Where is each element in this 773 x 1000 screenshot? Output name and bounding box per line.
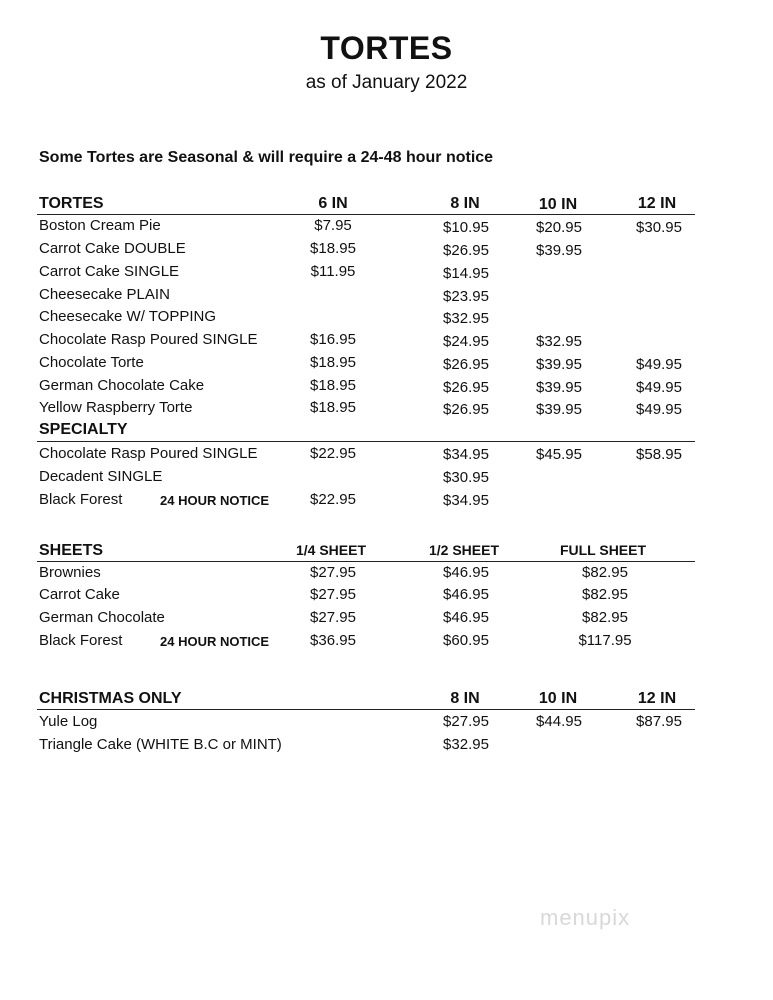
price-12in: $49.95 [636,356,682,373]
price-full-sheet: $82.95 [582,586,628,603]
item-name: Triangle Cake (WHITE B.C or MINT) [39,736,282,753]
price-6in: $22.95 [310,445,356,462]
price-8in: $30.95 [443,469,489,486]
price-12in: $30.95 [636,219,682,236]
price-half-sheet: $60.95 [443,632,489,649]
col-header-10in: 10 IN [538,196,578,213]
price-12in: $87.95 [636,713,682,730]
price-quarter-sheet: $27.95 [310,609,356,626]
price-6in: $11.95 [310,263,356,280]
price-8in: $24.95 [443,333,489,350]
sheets-heading: SHEETS [39,542,104,559]
christmas-divider [37,709,695,710]
price-6in: $18.95 [310,377,356,394]
price-half-sheet: $46.95 [443,564,489,581]
price-6in: $16.95 [310,331,356,348]
price-8in: $27.95 [443,713,489,730]
price-quarter-sheet: $27.95 [310,586,356,603]
price-8in: $32.95 [443,310,489,327]
col-header-12in: 12 IN [637,195,677,212]
price-8in: $23.95 [443,288,489,305]
price-12in: $49.95 [636,401,682,418]
col-header-full-sheet: FULL SHEET [559,542,647,558]
price-8in: $10.95 [443,219,489,236]
notice-label: 24 HOUR NOTICE [160,634,270,649]
price-10in: $39.95 [536,379,582,396]
price-8in: $26.95 [443,401,489,418]
price-6in: $18.95 [310,240,356,257]
item-name: Chocolate Rasp Poured SINGLE [39,445,258,462]
price-10in: $20.95 [536,219,582,236]
item-name: Carrot Cake DOUBLE [39,240,186,257]
price-full-sheet: $117.95 [578,632,632,649]
specialty-divider [37,441,695,442]
price-8in: $32.95 [443,736,489,753]
price-8in: $34.95 [443,492,489,509]
price-10in: $39.95 [536,401,582,418]
item-name: Carrot Cake SINGLE [39,263,180,280]
item-name: Chocolate Torte [39,354,144,371]
price-quarter-sheet: $27.95 [310,564,356,581]
item-name: Boston Cream Pie [39,217,161,234]
page-subtitle: as of January 2022 [305,72,468,93]
item-name: Brownies [39,564,101,581]
col-header-8in: 8 IN [450,195,480,212]
seasonal-notice: Some Tortes are Seasonal & will require a 24-48 hour notice [39,149,494,166]
price-quarter-sheet: $36.95 [310,632,356,649]
price-10in: $39.95 [536,356,582,373]
price-half-sheet: $46.95 [443,586,489,603]
price-10in: $39.95 [536,242,582,259]
item-name: Black Forest [39,632,123,649]
tortes-divider [37,214,695,215]
price-12in: $49.95 [636,379,682,396]
price-6in: $18.95 [310,399,356,416]
price-half-sheet: $46.95 [443,609,489,626]
price-10in: $45.95 [536,446,582,463]
christmas-heading: CHRISTMAS ONLY [39,690,182,707]
sheets-divider [37,561,695,562]
tortes-heading: TORTES [39,195,104,212]
price-8in: $26.95 [443,356,489,373]
item-name: Chocolate Rasp Poured SINGLE [39,331,258,348]
price-10in: $44.95 [536,713,582,730]
price-6in: $18.95 [310,354,356,371]
price-12in: $58.95 [636,446,682,463]
price-full-sheet: $82.95 [582,609,628,626]
notice-label: 24 HOUR NOTICE [160,493,270,508]
price-8in: $14.95 [443,265,489,282]
col-header-half-sheet: 1/2 SHEET [428,542,500,558]
price-8in: $26.95 [443,379,489,396]
item-name: Carrot Cake [39,586,120,603]
item-name: Cheesecake PLAIN [39,286,170,303]
item-name: Decadent SINGLE [39,468,163,485]
price-6in: $22.95 [310,491,356,508]
price-8in: $34.95 [443,446,489,463]
col-header-6in: 6 IN [318,195,348,212]
price-full-sheet: $82.95 [582,564,628,581]
col-header-quarter-sheet: 1/4 SHEET [295,542,367,558]
item-name: Black Forest [39,491,123,508]
col-header-christmas-8in: 8 IN [450,690,480,707]
price-6in: $7.95 [314,217,352,234]
item-name: Cheesecake W/ TOPPING [39,308,217,325]
col-header-christmas-12in: 12 IN [637,690,677,707]
item-name: German Chocolate Cake [39,377,205,394]
specialty-heading: SPECIALTY [39,421,128,438]
item-name: Yule Log [39,713,98,730]
price-10in: $32.95 [536,333,582,350]
page-title: TORTES [320,30,453,66]
col-header-christmas-10in: 10 IN [538,690,578,707]
item-name: Yellow Raspberry Torte [39,399,193,416]
item-name: German Chocolate [39,609,165,626]
price-8in: $26.95 [443,242,489,259]
watermark-logo: menupix [540,905,631,930]
